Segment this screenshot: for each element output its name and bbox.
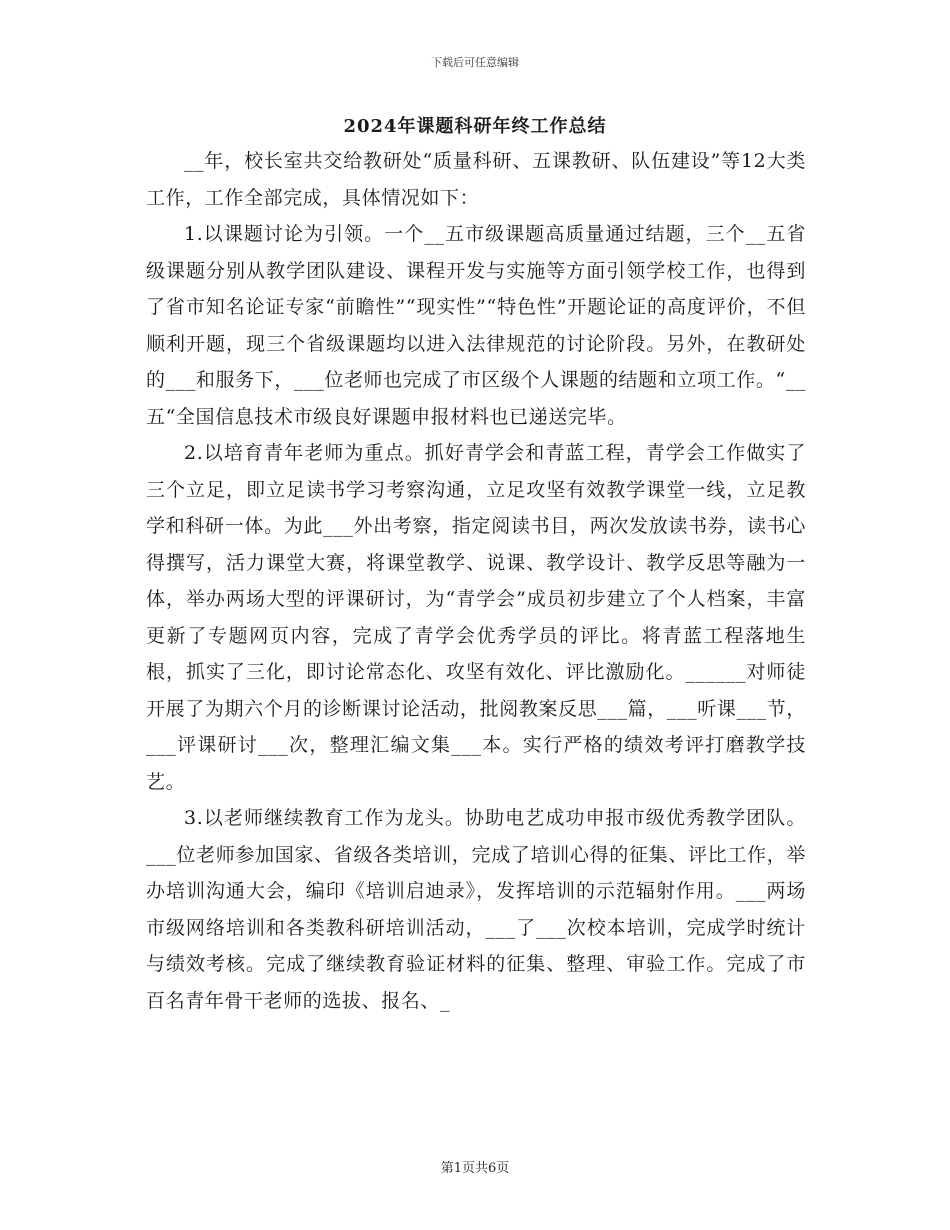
paragraph-item-2: 2.以培育青年老师为重点。抓好青学会和青蓝工程，青学会工作做实了三个立足，即立足读书学习考察沟通，立足攻坚有效教学课堂一线，立足教学和科研一体。为此___外出考察，指定阅读书目，两次发放读书券，读书心得撰写，活力课堂大赛，将课堂教学、说课、教学设计、教学反思等融为一体，举办两场大型的评课研讨，为“青学会”成员初步建立了个人档案，丰富更新了专题网页内容，完成了青学会优秀学员的评比。将青蓝工程落地生根，抓实了三化，即讨论常态化、攻坚有效化、评比激励化。______对师徒开展了为期六个月的诊断课讨论活动，批阅教案反思___篇，___听课___节，___评课研讨___次，整理汇编文集___本。实行严格的绩效考评打磨教学技艺。 xyxy=(146,442,806,793)
document-title: 2024年课题科研年终工作总结 xyxy=(343,116,607,137)
paragraph-item-1: 1.以课题讨论为引领。一个__五市级课题高质量通过结题，三个__五省级课题分别从教学团队建设、课程开发与实施等方面引领学校工作，也得到了省市知名论证专家“前瞻性”“现实性”“特色性”开题论证的高度评价，不但顺利开题，现三个省级课题均以进入法律规范的讨论阶段。另外，在教研处的___和服务下，___位老师也完成了市区级个人课题的结题和立项工作。“__五“全国信息技术市级良好课题申报材料也已递送完毕。 xyxy=(146,223,806,428)
header-note: 下载后可任意编辑 xyxy=(431,56,519,69)
page-number: 第1页共6页 xyxy=(440,1161,510,1176)
paragraph-intro: __年，校长室共交给教研处“质量科研、五课教研、队伍建设”等12大类工作，工作全部完成，具体情况如下： xyxy=(146,150,806,209)
document-body xyxy=(146,143,806,1019)
paragraph-item-3: 3.以老师继续教育工作为龙头。协助电艺成功申报市级优秀教学团队。___位老师参加国家、省级各类培训，完成了培训心得的征集、评比工作，举办培训沟通大会，编印《培训启迪录》，发挥培训的示范辐射作用。___两场市级网络培训和各类教科研培训活动，___了___次校本培训，完成学时统计与绩效考核。完成了继续教育验证材料的征集、整理、审验工作。完成了市百名青年骨干老师的选拔、报名、_ xyxy=(146,807,806,1012)
